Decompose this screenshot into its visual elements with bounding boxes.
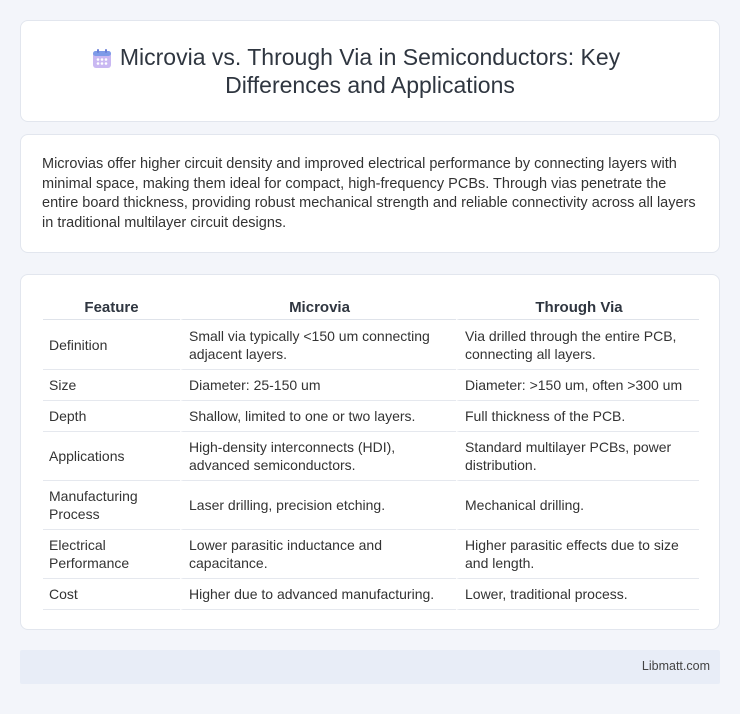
- row-microvia: Lower parasitic inductance and capacitance.: [180, 530, 456, 579]
- row-microvia: Laser drilling, precision etching.: [180, 481, 456, 530]
- row-through-via: Mechanical drilling.: [456, 481, 699, 530]
- row-through-via: Standard multilayer PCBs, power distribution.: [456, 432, 699, 481]
- row-through-via: Diameter: >150 um, often >300 um: [456, 370, 699, 401]
- row-feature: Applications: [43, 432, 180, 481]
- row-through-via: Via drilled through the entire PCB, connecting all layers.: [456, 320, 699, 370]
- row-microvia: Diameter: 25-150 um: [180, 370, 456, 401]
- row-through-via: Lower, traditional process.: [456, 579, 699, 610]
- row-microvia: Shallow, limited to one or two layers.: [180, 401, 456, 432]
- table-row: [43, 370, 699, 401]
- intro-paragraph: Microvias offer higher circuit density and improved electrical performance by connecting layers with minimal space, making them ideal for compact, high-frequency PCBs. Through vias penetrate the entire board thickness, providing robust mechanical strength and reliable connectivity across all layers in traditional multilayer circuit designs.: [42, 156, 696, 231]
- row-through-via: Higher parasitic effects due to size and length.: [456, 530, 699, 579]
- page-title: Microvia vs. Through Via in Semiconductors: Key Differences and Applications: [119, 44, 621, 98]
- footer-bar: [20, 650, 720, 684]
- row-feature: Definition: [43, 320, 180, 370]
- row-feature: Electrical Performance: [43, 530, 180, 579]
- row-microvia: High-density interconnects (HDI), advanced semiconductors.: [180, 432, 456, 481]
- title-card: [20, 20, 720, 122]
- intro-card: [20, 134, 720, 253]
- table-row: [43, 579, 699, 610]
- table-row: [43, 320, 699, 370]
- row-microvia: Small via typically <150 um connecting adjacent layers.: [180, 320, 456, 370]
- row-feature: Cost: [43, 579, 180, 610]
- header-through-via: Through Via: [456, 297, 699, 320]
- row-through-via: Full thickness of the PCB.: [456, 401, 699, 432]
- comparison-card: [20, 274, 720, 630]
- header-feature: Feature: [43, 297, 180, 320]
- table-row: [43, 481, 699, 530]
- footer-brand-link[interactable]: Libmatt.com: [641, 659, 710, 673]
- row-feature: Manufacturing Process: [43, 481, 180, 530]
- table-header-row: [43, 297, 699, 320]
- row-feature: Size: [43, 370, 180, 401]
- table-row: [43, 401, 699, 432]
- comparison-table: [43, 297, 699, 610]
- table-row: [43, 432, 699, 481]
- row-microvia: Higher due to advanced manufacturing.: [180, 579, 456, 610]
- header-microvia: Microvia: [180, 297, 456, 320]
- table-row: [43, 530, 699, 579]
- row-feature: Depth: [43, 401, 180, 432]
